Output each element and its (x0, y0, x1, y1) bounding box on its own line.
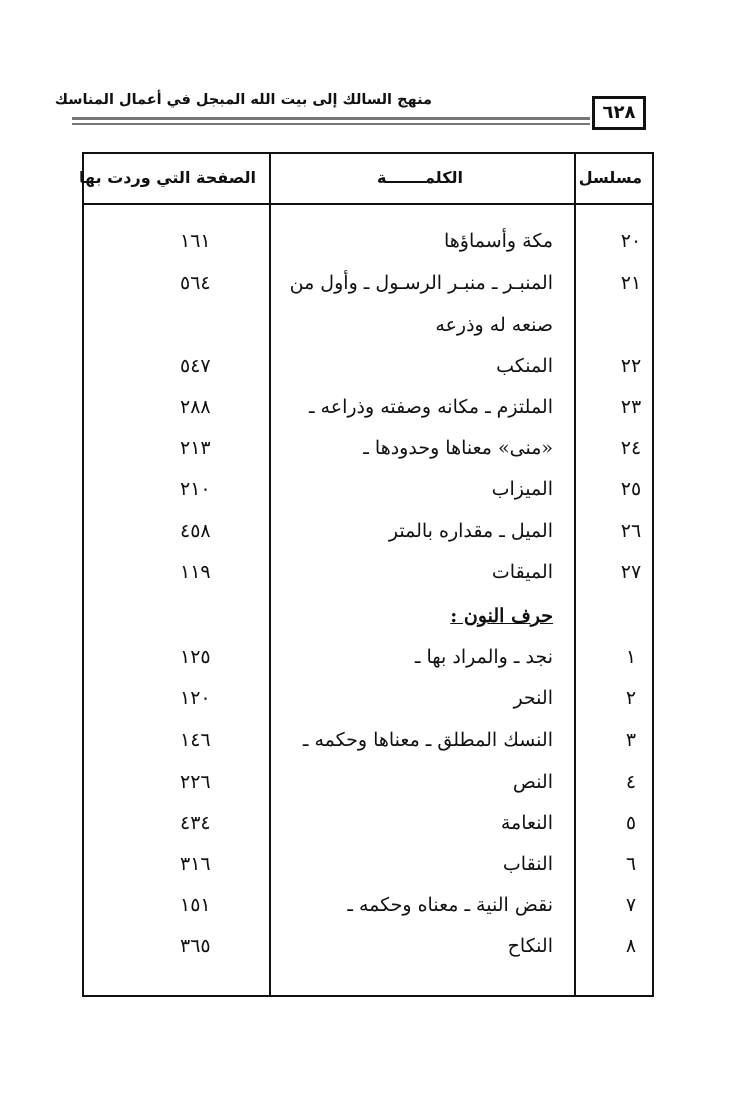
row-page: ٥٤٧ (180, 355, 211, 377)
row-page: ٤٥٨ (180, 520, 211, 542)
row-serial: ٢٤ (620, 437, 642, 459)
row-serial: ٢ (625, 687, 637, 709)
column-divider-right (574, 152, 576, 997)
row-word: النعامة (500, 812, 553, 834)
row-serial: ٦ (625, 853, 637, 875)
row-page: ٣٦٥ (180, 935, 211, 957)
row-word: الميل ـ مقداره بالمتر (388, 520, 553, 542)
row-word: الميزاب (491, 478, 553, 500)
header-rule-bottom (72, 123, 590, 125)
column-divider-left (269, 152, 271, 997)
header-serial: مسلسل (578, 168, 642, 187)
row-page: ١٢٥ (180, 646, 211, 668)
row-word: النقاب (502, 853, 553, 875)
row-serial: ٢٣ (620, 396, 642, 418)
row-serial: ٨ (625, 935, 637, 957)
row-serial: ٢١ (620, 272, 642, 294)
row-page: ١٢٠ (180, 687, 211, 709)
row-serial: ٥ (625, 812, 637, 834)
header-word: الكلمـــــــة (376, 168, 463, 187)
row-word: المنكب (496, 355, 553, 377)
row-page: ٢٢٦ (180, 771, 211, 793)
row-page: ٥٦٤ (180, 272, 211, 294)
section-heading-noon: حرف النون : (450, 605, 553, 627)
row-word: مكة وأسماؤها (443, 230, 553, 252)
row-word: الملتزم ـ مكانه وصفته وذراعه ـ (308, 396, 553, 418)
row-word: النسك المطلق ـ معناها وحكمه ـ (302, 729, 553, 751)
row-page: ١٥١ (180, 894, 211, 916)
row-page: ١٤٦ (180, 729, 211, 751)
row-page: ١١٩ (180, 561, 211, 583)
row-word: المنبـر ـ منبـر الرسـول ـ وأول من (289, 272, 553, 294)
row-serial: ٢٠ (620, 230, 642, 252)
row-word: النكاح (507, 935, 553, 957)
row-serial: ٢٥ (620, 478, 642, 500)
row-serial: ١ (625, 646, 637, 668)
row-serial: ٢٧ (620, 561, 642, 583)
row-page: ٢١٠ (180, 478, 211, 500)
header-row-divider (82, 203, 654, 205)
row-serial: ٧ (625, 894, 637, 916)
running-header-title: منهج السالك إلى بيت الله المبجل في أعمال المناسك (54, 92, 432, 108)
row-serial: ٢٢ (620, 355, 642, 377)
row-page: ٢٨٨ (180, 396, 211, 418)
row-serial: ٤ (625, 771, 637, 793)
row-word: نقض النية ـ معناه وحكمه ـ (347, 894, 553, 916)
row-word: «منى» معناها وحدودها ـ (363, 437, 553, 459)
row-word: النحر (513, 687, 553, 709)
page-number: ٦٢٨ (602, 102, 636, 123)
header-page: الصفحة التي وردت بها (79, 168, 256, 187)
header-rule-top (72, 117, 590, 120)
row-serial: ٢٦ (620, 520, 642, 542)
row-word: الميقات (491, 561, 553, 583)
row-page: ١٦١ (180, 230, 211, 252)
row-word: نجد ـ والمراد بها ـ (414, 646, 553, 668)
page-number-box (592, 96, 646, 130)
row-word: النص (512, 771, 553, 793)
row-word-continued: صنعه له وذرعه (435, 314, 553, 336)
row-page: ٤٣٤ (180, 812, 211, 834)
row-page: ٣١٦ (180, 853, 211, 875)
row-serial: ٣ (625, 729, 637, 751)
row-page: ٢١٣ (180, 437, 211, 459)
